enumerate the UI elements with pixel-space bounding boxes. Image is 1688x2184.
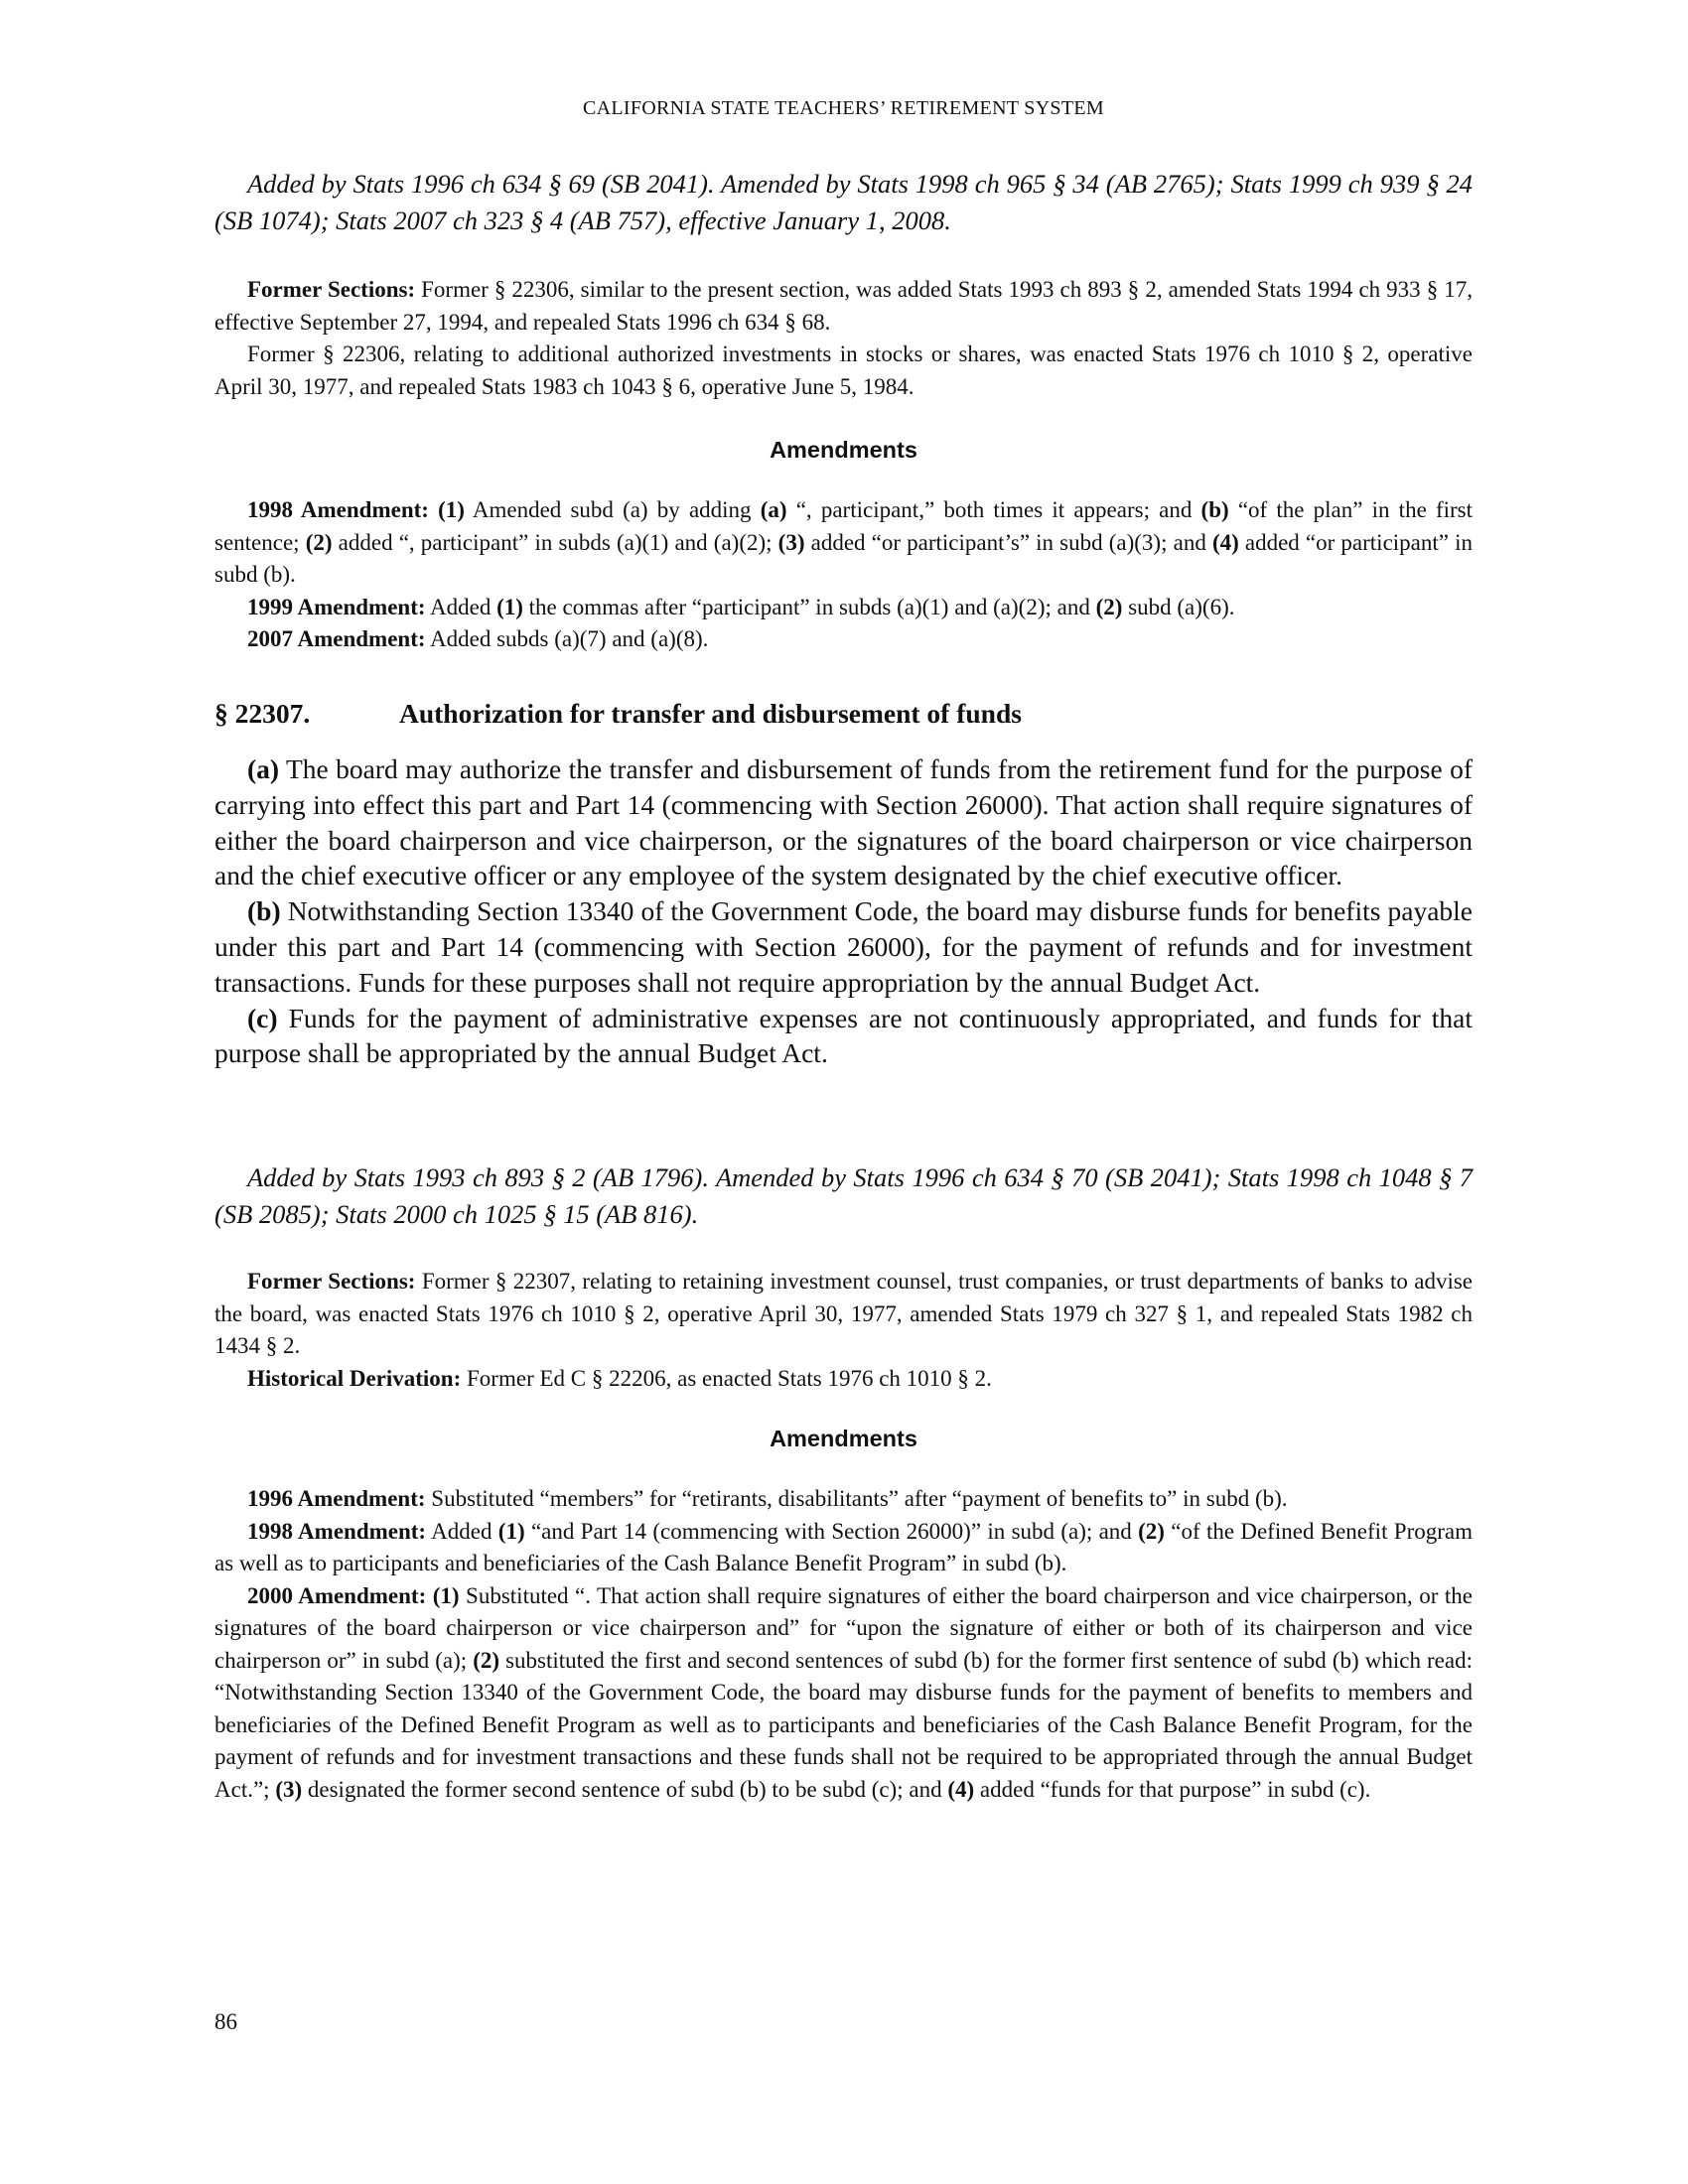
- history-note-22306: Added by Stats 1996 ch 634 § 69 (SB 2041). Amended by Stats 1998 ch 965 § 34 (AB 2765); Stats 1999 ch 939 § 24 (SB 1074); Stats 2007 ch 323 § 4 (AB 757), effective January 1, 2008.: [214, 169, 1473, 235]
- section-heading-22307: [214, 698, 1473, 730]
- running-header: CALIFORNIA STATE TEACHERS’ RETIREMENT SYSTEM: [583, 97, 1104, 119]
- subdivision-a: (a) The board may authorize the transfer and disbursement of funds from the retirement fund for the purpose of carrying into effect this part and Part 14 (commencing with Section 26000). That action shall require signatures of either the board chairperson and vice chairperson, or the signatures of the board chairperson or vice chairperson and the chief executive officer or any employee of the system designated by the chief executive officer.: [214, 753, 1473, 891]
- amendment-2007: 2007 Amendment: Added subds (a)(7) and (a)(8).: [247, 626, 709, 651]
- former-sections-label: Former Sections:: [247, 277, 416, 302]
- amendment-1998-b: 1998 Amendment: Added (1) “and Part 14 (commencing with Section 26000)” in subd (a); and (2) “of the Defined Benefit Program as well as to participants and beneficiaries of the Cash Balance Benefit Program” in subd (b).: [214, 1518, 1473, 1575]
- former-sections-22307: Former Sections: Former § 22307, relating to retaining investment counsel, trust companies, or trust departments of banks to advise the board, was enacted Stats 1976 ch 1010 § 2, operative April 30, 1977, amended Stats 1979 ch 327 § 1, and repealed Stats 1982 ch 1434 § 2. Historical Derivation: Former Ed C § 22206, as enacted Stats 1976 ch 1010 § 2.: [214, 1266, 1473, 1395]
- amendments-heading-2: Amendments: [770, 1426, 917, 1451]
- amendments-list-22306: [214, 494, 1473, 656]
- subdivision-c: (c) Funds for the payment of administrative expenses are not continuously appropriated, and funds for that purpose shall be appropriated by the annual Budget Act.: [214, 1002, 1473, 1069]
- historical-derivation: Historical Derivation: Former Ed C § 22206, as enacted Stats 1976 ch 1010 § 2.: [247, 1365, 992, 1391]
- amendments-heading: Amendments: [770, 437, 917, 463]
- amendment-1998: 1998 Amendment: (1) Amended subd (a) by adding (a) “, participant,” both times it appears; and (b) “of the plan” in the first sentence; (2) added “, participant” in subds (a)(1) and (a)(2); (3) added “or participant’s” in subd (a)(3); and (4) added “or participant” in subd (b).: [214, 497, 1473, 587]
- section-body-22307: [214, 751, 1473, 1071]
- section-number: § 22307.: [214, 698, 311, 729]
- amendment-1999: 1999 Amendment: Added (1) the commas after “participant” in subds (a)(1) and (a)(2); and (2) subd (a)(6).: [247, 594, 1235, 619]
- page-number: 86: [214, 2009, 237, 2034]
- amendment-1996: 1996 Amendment: Substituted “members” for “retirants, disabilitants” after “payment of benefits to” in subd (b).: [247, 1486, 1288, 1511]
- history-note-22307: Added by Stats 1993 ch 893 § 2 (AB 1796). Amended by Stats 1996 ch 634 § 70 (SB 2041); Stats 1998 ch 1048 § 7 (SB 2085); Stats 2000 ch 1025 § 15 (AB 816).: [214, 1162, 1473, 1229]
- amendments-list-22307: [214, 1483, 1473, 1806]
- amendment-2000: 2000 Amendment: (1) Substituted “. That action shall require signatures of either the board chairperson and vice chairperson, or the signatures of the board chairperson or vice chairperson and” for “upon the signature of either or both of its chairperson and vice chairperson or” in subd (a); (2) substituted the first and second sentences of subd (b) for the former first sentence of subd (b) which read: “Notwithstanding Section 13340 of the Government Code, the board may disburse funds for the payment of benefits to members and beneficiaries of the Defined Benefit Program as well as to participants and beneficiaries of the Cash Balance Benefit Program, for the payment of refunds and for investment transactions and these funds shall not be required to be appropriated through the annual Budget Act.”; (3) designated the former second sentence of subd (b) to be subd (c); and (4) added “funds for that purpose” in subd (c).: [214, 1582, 1473, 1802]
- subdivision-b: (b) Notwithstanding Section 13340 of the Government Code, the board may disburse funds for benefits payable under this part and Part 14 (commencing with Section 26000), for the payment of refunds and for investment transactions. Funds for these purposes shall not require appropriation by the annual Budget Act.: [214, 895, 1473, 998]
- section-title: Authorization for transfer and disbursement of funds: [399, 698, 1022, 729]
- former-sections-22306: Former Sections: Former § 22306, similar to the present section, was added Stats 1993 ch 893 § 2, amended Stats 1994 ch 933 § 17, effective September 27, 1994, and repealed Stats 1996 ch 634 § 68. Former § 22306, relating to additional authorized investments in stocks or shares, was enacted Stats 1976 ch 1010 § 2, operative April 30, 1977, and repealed Stats 1983 ch 1043 § 6, operative June 5, 1984.: [214, 277, 1473, 399]
